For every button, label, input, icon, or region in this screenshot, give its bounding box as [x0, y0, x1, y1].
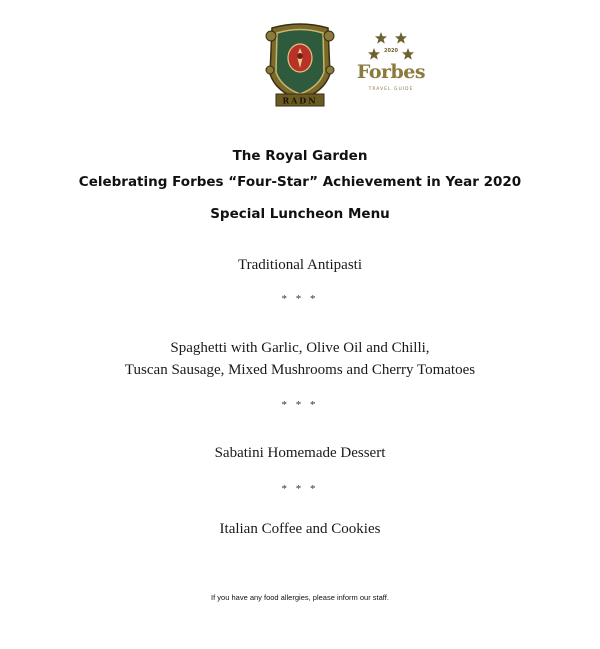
course-separator: * * * [281, 399, 319, 411]
course-spaghetti-line-1: Spaghetti with Garlic, Olive Oil and Chilli, [170, 340, 430, 356]
forbes-travel-guide-logo [356, 30, 426, 112]
menu-title: Special Luncheon Menu [210, 206, 390, 222]
logo-bar [0, 22, 600, 112]
course-separator: * * * [281, 483, 319, 495]
course-coffee: Italian Coffee and Cookies [219, 521, 381, 537]
forbes-year: 2020 [384, 48, 398, 54]
forbes-wordmark: Forbes [356, 61, 426, 83]
menu-header [0, 143, 600, 227]
four-stars-icon [356, 30, 426, 64]
course-dessert: Sabatini Homemade Dessert [214, 445, 386, 461]
allergy-note: If you have any food allergies, please inform our staff. [211, 593, 389, 602]
course-antipasti: Traditional Antipasti [237, 257, 363, 273]
course-separator: * * * [281, 293, 319, 305]
forbes-tagline: TRAVEL GUIDE [368, 87, 414, 92]
sabatini-crest-logo [262, 22, 338, 108]
restaurant-name: The Royal Garden [232, 148, 368, 164]
course-spaghetti-line-2: Tuscan Sausage, Mixed Mushrooms and Cherry Tomatoes [124, 362, 476, 378]
celebration-line: Celebrating Forbes “Four-Star” Achievement in Year 2020 [78, 174, 522, 190]
crest-text: RADN [282, 95, 318, 106]
